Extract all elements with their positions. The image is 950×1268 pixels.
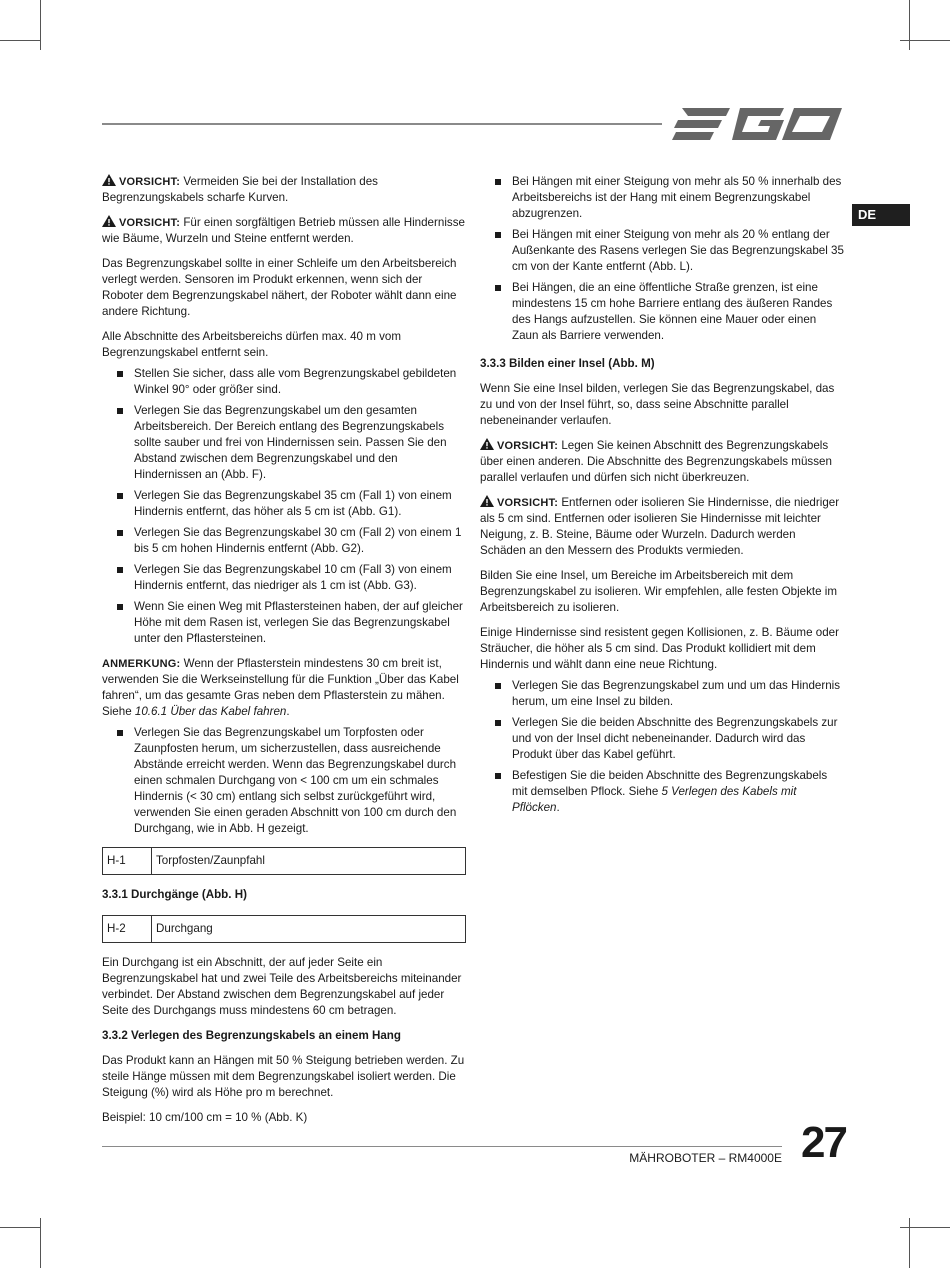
table-cell-text: Durchgang [152,916,466,943]
header-rule [102,123,662,125]
page-number: 27 [801,1118,846,1167]
list-item: Bei Hängen, die an eine öffentliche Straße grenzen, ist eine mindestens 15 cm hohe Barriere entlang des äußeren Randes des Hangs aufzustellen. Sie können eine Mauer oder einen Zaun als Barriere verwenden. [480,280,844,344]
body-paragraph: Wenn Sie eine Insel bilden, verlegen Sie das Begrenzungskabel, das zu und von der Insel führt, so, dass seine Abschnitte parallel nebeneinander verlaufen. [480,382,835,427]
list-item: Verlegen Sie die beiden Abschnitte des Begrenzungskabels zur und von der Insel dicht nebeneinander. Dadurch wird das Produkt über das Kabel geführt. [480,715,844,763]
bullet-list [102,725,466,837]
bullet-square [117,567,123,573]
language-tab: DE [852,204,910,226]
crop-mark [40,1218,41,1268]
table-cell-text: Torpfosten/Zaunpfahl [152,848,466,875]
bullet-list [480,678,844,816]
list-item: Verlegen Sie das Begrenzungskabel 30 cm (Fall 2) von einem 1 bis 5 cm hohen Hindernis entfernt (Abb. G2). [102,525,466,557]
crop-mark [900,1227,950,1228]
bullet-square [495,285,501,291]
table-cell-code: H-2 [103,916,152,943]
body-paragraph: Einige Hindernisse sind resistent gegen Kollisionen, z. B. Bäume oder Sträucher, die höher als 5 cm sind. Das Produkt kollidiert mit dem Hindernis und wählt dann eine neue Richtung. [480,626,839,671]
bullet-square [495,683,501,689]
bullet-square [117,530,123,536]
bullet-square [495,179,501,185]
warning-icon [480,495,494,507]
bullet-square [117,408,123,414]
footer-rule [102,1146,782,1147]
caution-label: VORSICHT: [119,217,181,229]
caution-label: VORSICHT: [497,497,559,509]
table-row [103,848,466,875]
cross-reference: 10.6.1 Über das Kabel fahren [134,705,287,718]
bullet-list [480,174,844,344]
bullet-square [117,493,123,499]
caution-text: Legen Sie keinen Abschnitt des Begrenzungskabels über einen anderen. Die Abschnitte des Begrenzungskabels müssen parallel verlaufen und dürfen sich nicht überkreuzen. [480,439,832,484]
cross-reference: 5 Verlegen des Kabels mit Pflöcken [512,785,797,814]
section-heading: 3.3.3 Bilden einer Insel (Abb. M) [480,357,655,370]
caution-text: Vermeiden Sie bei der Installation des Begrenzungskabels scharfe Kurven. [102,175,378,204]
caution-paragraph [480,438,844,486]
crop-mark [40,0,41,50]
bullet-square [495,773,501,779]
body-paragraph: Das Begrenzungskabel sollte in einer Schleife um den Arbeitsbereich verlegt werden. Sensoren im Produkt erkennen, wenn sich der Roboter dem Begrenzungskabel nähert, der Roboter wählt dann eine andere Richtung. [102,257,457,318]
footer-title: MÄHROBOTER – RM4000E [629,1151,782,1165]
crop-mark [0,40,40,41]
note-paragraph: ANMERKUNG: Wenn der Pflasterstein mindestens 30 cm breit ist, verwenden Sie die Werkseinstellung für die Funktion „Über das Kabel fahren“, um das gesamte Gras neben dem Pflasterstein zu mähen. Siehe 10.6.1 Über das Kabel fahren. [102,657,459,718]
list-item: Bei Hängen mit einer Steigung von mehr als 20 % entlang der Außenkante des Rasens verlegen Sie das Begrenzungskabel 35 cm von der Kante entfernt (Abb. L). [480,227,844,275]
crop-mark [909,0,910,50]
caution-label: VORSICHT: [497,440,559,452]
legend-table [102,915,466,943]
bullet-square [117,730,123,736]
warning-icon [102,215,116,227]
right-column [480,174,844,825]
body-paragraph: Alle Abschnitte des Arbeitsbereichs dürfen max. 40 m vom Begrenzungskabel entfernt sein. [102,330,402,359]
body-paragraph: Beispiel: 10 cm/100 cm = 10 % (Abb. K) [102,1111,308,1124]
bullet-square [495,720,501,726]
body-paragraph: Ein Durchgang ist ein Abschnitt, der auf jeder Seite ein Begrenzungskabel hat und zwei Teile des Arbeitsbereichs miteinander verbindet. Der Abstand zwischen dem Begrenzungskabel auf jeder Seite des Durchgangs muss mindestens 60 cm betragen. [102,956,462,1017]
crop-mark [909,1218,910,1268]
crop-mark [0,1227,40,1228]
bullet-square [117,371,123,377]
list-item: Verlegen Sie das Begrenzungskabel um Torpfosten oder Zaunpfosten herum, um sicherzustellen, dass ausreichende Abstände erreicht werden. Wenn das Begrenzungskabel durch einen schmalen Durchgang von < 100 cm um ein schmales Hindernis (< 30 cm) entlang sich selbst zurückgeführt wird, verwenden Sie einen geraden Abschnitt von 100 cm durch den Durchgang, wie in Abb. H gezeigt. [102,725,466,837]
warning-icon [102,174,116,186]
list-item: Stellen Sie sicher, dass alle vom Begrenzungskabel gebildeten Winkel 90° oder größer sind. [102,366,466,398]
table-row [103,916,466,943]
caution-text: Für einen sorgfältigen Betrieb müssen alle Hindernisse wie Bäume, Wurzeln und Steine entfernt werden. [102,216,465,245]
body-paragraph: Das Produkt kann an Hängen mit 50 % Steigung betrieben werden. Zu steile Hänge müssen mit dem Begrenzungskabel isoliert werden. Die Steigung (%) wird als Höhe pro m berechnet. [102,1054,465,1099]
legend-table [102,847,466,875]
bullet-square [495,232,501,238]
caution-paragraph [102,215,466,247]
note-text: Wenn der Pflasterstein mindestens 30 cm breit ist, verwenden Sie die Werkseinstellung für die Funktion „Über das Kabel fahren“, um das gesamte Gras neben dem Pflasterstein zu mähen. Siehe [102,657,459,718]
caution-label: VORSICHT: [119,176,181,188]
list-item: Verlegen Sie das Begrenzungskabel um den gesamten Arbeitsbereich. Der Bereich entlang des Begrenzungskabels sollte sauber und frei von Hindernissen sein. Passen Sie den Abstand zwischen dem Begrenzungskabel und den Hindernissen an (Abb. F). [102,403,466,483]
section-heading: 3.3.1 Durchgänge (Abb. H) [102,888,247,901]
list-item: Befestigen Sie die beiden Abschnitte des Begrenzungskabels mit demselben Pflock. Siehe 5 Verlegen des Kabels mit Pflöcken. [480,768,844,816]
section-heading: 3.3.2 Verlegen des Begrenzungskabels an einem Hang [102,1029,401,1042]
warning-icon [480,438,494,450]
caution-text: Entfernen oder isolieren Sie Hindernisse, die niedriger als 5 cm sind. Entfernen oder isolieren Sie Hindernisse mit leichter Neigung, z. B. Steine, Bäume oder Wurzeln. Dadurch werden Schäden an den Messern des Produkts vermieden. [480,496,840,557]
note-label: ANMERKUNG: [102,658,181,670]
caution-paragraph [480,495,844,559]
ego-logo [672,104,844,144]
list-item: Wenn Sie einen Weg mit Pflastersteinen haben, der auf gleicher Höhe mit dem Rasen ist, verlegen Sie das Begrenzungskabel unter den Pflastersteinen. [102,599,466,647]
list-item: Verlegen Sie das Begrenzungskabel 10 cm (Fall 3) von einem Hindernis entfernt, das niedriger als 1 cm ist (Abb. G3). [102,562,466,594]
caution-paragraph [102,174,466,206]
crop-mark [900,40,950,41]
body-paragraph: Bilden Sie eine Insel, um Bereiche im Arbeitsbereich mit dem Begrenzungskabel zu isolieren. Wir empfehlen, alle festen Objekte im Arbeitsbereich zu isolieren. [480,569,838,614]
list-item: Bei Hängen mit einer Steigung von mehr als 50 % innerhalb des Arbeitsbereichs ist der Hang mit einem Begrenzungskabel abzugrenzen. [480,174,844,222]
table-cell-code: H-1 [103,848,152,875]
bullet-square [117,604,123,610]
bullet-list [102,366,466,647]
list-item: Verlegen Sie das Begrenzungskabel zum und um das Hindernis herum, um eine Insel zu bilden. [480,678,844,710]
list-item: Verlegen Sie das Begrenzungskabel 35 cm (Fall 1) von einem Hindernis entfernt, das höher als 5 cm ist (Abb. G1). [102,488,466,520]
left-column [102,174,466,1135]
